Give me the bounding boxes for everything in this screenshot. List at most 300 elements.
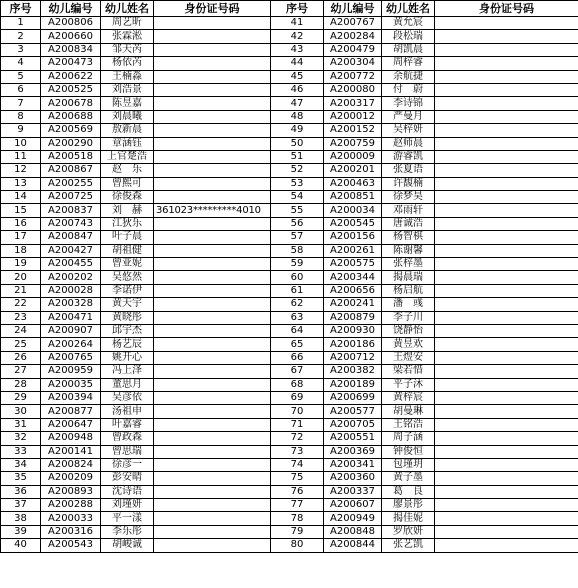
left-id-card-cell xyxy=(154,472,271,485)
right-seq-cell: 72 xyxy=(271,432,324,445)
right-seq-cell: 59 xyxy=(271,258,324,271)
right-id-card-cell xyxy=(435,378,578,391)
right-child-name-cell: 李诗锦 xyxy=(382,97,435,110)
right-child-name-cell: 廖景彤 xyxy=(382,499,435,512)
right-seq-cell: 70 xyxy=(271,405,324,418)
left-child-id-cell: A200806 xyxy=(41,17,101,30)
left-id-card-cell xyxy=(154,124,271,137)
right-id-card-cell xyxy=(435,311,578,324)
table-row xyxy=(1,231,578,244)
left-id-card-cell xyxy=(154,458,271,471)
right-child-id-cell: A200189 xyxy=(324,378,382,391)
left-child-id-cell: A200569 xyxy=(41,124,101,137)
left-child-id-cell: A200837 xyxy=(41,204,101,217)
left-child-name-cell: 胡祖健 xyxy=(101,244,154,257)
right-id-card-cell xyxy=(435,432,578,445)
left-seq-cell: 17 xyxy=(1,231,41,244)
right-id-card-cell xyxy=(435,70,578,83)
right-child-name-cell: 饶静怡 xyxy=(382,324,435,337)
left-id-card-cell xyxy=(154,137,271,150)
table-row xyxy=(1,418,578,431)
right-seq-cell: 52 xyxy=(271,164,324,177)
right-child-id-cell: A200344 xyxy=(324,271,382,284)
left-seq-cell: 4 xyxy=(1,57,41,70)
right-id-card-cell xyxy=(435,244,578,257)
left-id-card-cell xyxy=(154,231,271,244)
left-child-name-cell: 刘晨曦 xyxy=(101,110,154,123)
left-child-name-cell: 刘 赫 xyxy=(101,204,154,217)
table-row xyxy=(1,30,578,43)
right-child-name-cell: 王煜安 xyxy=(382,351,435,364)
right-seq-cell: 68 xyxy=(271,378,324,391)
right-child-name-cell: 张梓墨 xyxy=(382,258,435,271)
left-id-card-cell xyxy=(154,150,271,163)
left-child-name-cell: 叶子晨 xyxy=(101,231,154,244)
right-child-id-cell: A200607 xyxy=(324,499,382,512)
left-child-id-cell: A200834 xyxy=(41,43,101,56)
right-seq-cell: 49 xyxy=(271,124,324,137)
left-child-name-cell: 黄天宇 xyxy=(101,298,154,311)
left-id-card-cell xyxy=(154,30,271,43)
header-row xyxy=(1,1,578,17)
left-child-name-cell: 杨依芮 xyxy=(101,57,154,70)
right-id-card-cell xyxy=(435,43,578,56)
right-seq-cell: 54 xyxy=(271,191,324,204)
right-id-card-cell xyxy=(435,458,578,471)
table-row xyxy=(1,525,578,538)
left-seq-cell: 13 xyxy=(1,177,41,190)
right-id-card-cell xyxy=(435,124,578,137)
left-seq-cell: 32 xyxy=(1,432,41,445)
left-id-card-cell xyxy=(154,271,271,284)
right-child-id-cell: A200382 xyxy=(324,365,382,378)
left-child-name-cell: 赵 乐 xyxy=(101,164,154,177)
right-child-name-cell: 陈谢馨 xyxy=(382,244,435,257)
table-row xyxy=(1,284,578,297)
right-child-id-cell: A200879 xyxy=(324,311,382,324)
right-id-card-cell xyxy=(435,324,578,337)
right-seq-cell: 74 xyxy=(271,458,324,471)
left-id-card-cell xyxy=(154,258,271,271)
table-row xyxy=(1,83,578,96)
left-id-card-cell xyxy=(154,324,271,337)
left-child-id-cell: A200202 xyxy=(41,271,101,284)
left-seq-cell: 20 xyxy=(1,271,41,284)
table-row xyxy=(1,164,578,177)
right-id-card-cell xyxy=(435,164,578,177)
left-seq-cell: 12 xyxy=(1,164,41,177)
right-id-card-cell xyxy=(435,351,578,364)
left-child-name-cell: 李诺伊 xyxy=(101,284,154,297)
left-seq-cell: 16 xyxy=(1,217,41,230)
left-child-name-cell: 张霖淞 xyxy=(101,30,154,43)
table-row xyxy=(1,378,578,391)
right-id-card-cell xyxy=(435,391,578,404)
left-seq-cell: 39 xyxy=(1,525,41,538)
left-child-name-cell: 曾政森 xyxy=(101,432,154,445)
right-id-card-cell xyxy=(435,418,578,431)
right-id-card-cell xyxy=(435,445,578,458)
left-child-id-cell: A200328 xyxy=(41,298,101,311)
right-seq-cell: 53 xyxy=(271,177,324,190)
left-child-name-cell: 周艺昕 xyxy=(101,17,154,30)
right-child-name-cell: 付 蔚 xyxy=(382,83,435,96)
right-child-id-cell: A200551 xyxy=(324,432,382,445)
left-seq-cell: 7 xyxy=(1,97,41,110)
right-child-id-cell: A200699 xyxy=(324,391,382,404)
right-child-id-cell: A200772 xyxy=(324,70,382,83)
right-child-id-cell: A200369 xyxy=(324,445,382,458)
table-row xyxy=(1,57,578,70)
right-child-name-cell: 张艺凯 xyxy=(382,539,435,552)
right-child-id-cell: A200759 xyxy=(324,137,382,150)
table-row xyxy=(1,445,578,458)
right-child-name-cell: 李子川 xyxy=(382,311,435,324)
right-child-name-cell: 周子涵 xyxy=(382,432,435,445)
left-child-id-cell: A200824 xyxy=(41,458,101,471)
left-seq-cell: 24 xyxy=(1,324,41,337)
left-seq-cell: 29 xyxy=(1,391,41,404)
left-seq-cell: 3 xyxy=(1,43,41,56)
left-child-name-cell: 邱宇杰 xyxy=(101,324,154,337)
right-seq-cell: 79 xyxy=(271,525,324,538)
right-child-id-cell: A200317 xyxy=(324,97,382,110)
right-id-card-cell xyxy=(435,191,578,204)
left-id-card-cell xyxy=(154,351,271,364)
right-id-card-cell xyxy=(435,30,578,43)
table-row xyxy=(1,512,578,525)
right-seq-cell: 69 xyxy=(271,391,324,404)
table-row xyxy=(1,244,578,257)
table-row xyxy=(1,351,578,364)
right-child-id-cell: A200577 xyxy=(324,405,382,418)
right-seq-cell: 48 xyxy=(271,110,324,123)
right-child-name-cell: 钟俊恒 xyxy=(382,445,435,458)
header-idcard-right: 身份证号码 xyxy=(435,1,578,17)
left-child-id-cell: A200288 xyxy=(41,499,101,512)
right-child-id-cell: A200844 xyxy=(324,539,382,552)
left-id-card-cell xyxy=(154,499,271,512)
right-seq-cell: 65 xyxy=(271,338,324,351)
right-seq-cell: 62 xyxy=(271,298,324,311)
left-child-id-cell: A200847 xyxy=(41,231,101,244)
left-child-name-cell: 杨艺辰 xyxy=(101,338,154,351)
right-id-card-cell xyxy=(435,512,578,525)
right-child-name-cell: 黄子墨 xyxy=(382,472,435,485)
left-child-id-cell: A200316 xyxy=(41,525,101,538)
left-id-card-cell xyxy=(154,83,271,96)
right-seq-cell: 64 xyxy=(271,324,324,337)
left-id-card-cell: 361023*********4010 xyxy=(154,204,271,217)
left-child-name-cell: 上官楚浩 xyxy=(101,150,154,163)
left-id-card-cell xyxy=(154,43,271,56)
right-child-name-cell: 梁若惜 xyxy=(382,365,435,378)
left-child-name-cell: 陈昱嘉 xyxy=(101,97,154,110)
left-child-name-cell: 章涵钰 xyxy=(101,137,154,150)
left-child-id-cell: A200394 xyxy=(41,391,101,404)
right-child-name-cell: 包瑾玥 xyxy=(382,458,435,471)
left-id-card-cell xyxy=(154,418,271,431)
right-id-card-cell xyxy=(435,539,578,552)
header-id-right: 幼儿编号 xyxy=(324,1,382,17)
right-seq-cell: 61 xyxy=(271,284,324,297)
right-child-name-cell: 游睿凯 xyxy=(382,150,435,163)
right-child-id-cell: A200930 xyxy=(324,324,382,337)
left-child-id-cell: A200743 xyxy=(41,217,101,230)
left-child-id-cell: A200678 xyxy=(41,97,101,110)
left-child-name-cell: 冯上泽 xyxy=(101,365,154,378)
right-child-id-cell: A200705 xyxy=(324,418,382,431)
right-id-card-cell xyxy=(435,150,578,163)
right-child-id-cell: A200156 xyxy=(324,231,382,244)
right-seq-cell: 57 xyxy=(271,231,324,244)
right-child-id-cell: A200341 xyxy=(324,458,382,471)
right-id-card-cell xyxy=(435,298,578,311)
left-child-id-cell: A200455 xyxy=(41,258,101,271)
right-child-name-cell: 葛 良 xyxy=(382,485,435,498)
left-child-id-cell: A200141 xyxy=(41,445,101,458)
right-child-name-cell: 胡曼琳 xyxy=(382,405,435,418)
right-id-card-cell xyxy=(435,177,578,190)
right-id-card-cell xyxy=(435,472,578,485)
left-child-name-cell: 敖新晨 xyxy=(101,124,154,137)
left-seq-cell: 15 xyxy=(1,204,41,217)
table-row xyxy=(1,124,578,137)
left-child-id-cell: A200525 xyxy=(41,83,101,96)
left-id-card-cell xyxy=(154,191,271,204)
right-child-id-cell: A200767 xyxy=(324,17,382,30)
right-seq-cell: 77 xyxy=(271,499,324,512)
left-child-name-cell: 汤祖申 xyxy=(101,405,154,418)
table-row xyxy=(1,324,578,337)
left-child-name-cell: 平一漾 xyxy=(101,512,154,525)
right-id-card-cell xyxy=(435,110,578,123)
table-row xyxy=(1,311,578,324)
table-row xyxy=(1,110,578,123)
left-child-id-cell: A200033 xyxy=(41,512,101,525)
table-row xyxy=(1,391,578,404)
left-seq-cell: 36 xyxy=(1,485,41,498)
right-child-id-cell: A200034 xyxy=(324,204,382,217)
left-child-id-cell: A200028 xyxy=(41,284,101,297)
left-child-id-cell: A200867 xyxy=(41,164,101,177)
left-seq-cell: 38 xyxy=(1,512,41,525)
table-row xyxy=(1,405,578,418)
right-child-id-cell: A200712 xyxy=(324,351,382,364)
left-seq-cell: 18 xyxy=(1,244,41,257)
right-child-id-cell: A200479 xyxy=(324,43,382,56)
left-child-id-cell: A200765 xyxy=(41,351,101,364)
right-child-id-cell: A200241 xyxy=(324,298,382,311)
left-id-card-cell xyxy=(154,485,271,498)
right-child-id-cell: A200463 xyxy=(324,177,382,190)
left-child-name-cell: 彭安晴 xyxy=(101,472,154,485)
left-id-card-cell xyxy=(154,525,271,538)
left-id-card-cell xyxy=(154,445,271,458)
right-child-id-cell: A200575 xyxy=(324,258,382,271)
left-child-id-cell: A200264 xyxy=(41,338,101,351)
right-child-id-cell: A200261 xyxy=(324,244,382,257)
left-child-id-cell: A200647 xyxy=(41,418,101,431)
right-seq-cell: 51 xyxy=(271,150,324,163)
right-id-card-cell xyxy=(435,284,578,297)
left-child-name-cell: 江狄乐 xyxy=(101,217,154,230)
left-child-name-cell: 叶嘉睿 xyxy=(101,418,154,431)
right-id-card-cell xyxy=(435,258,578,271)
left-child-id-cell: A200427 xyxy=(41,244,101,257)
right-child-name-cell: 杨智棋 xyxy=(382,231,435,244)
left-seq-cell: 34 xyxy=(1,458,41,471)
left-id-card-cell xyxy=(154,311,271,324)
left-child-id-cell: A200948 xyxy=(41,432,101,445)
table-row xyxy=(1,365,578,378)
right-seq-cell: 67 xyxy=(271,365,324,378)
right-seq-cell: 47 xyxy=(271,97,324,110)
left-seq-cell: 10 xyxy=(1,137,41,150)
left-id-card-cell xyxy=(154,365,271,378)
right-id-card-cell xyxy=(435,338,578,351)
left-id-card-cell xyxy=(154,512,271,525)
table-row xyxy=(1,217,578,230)
left-seq-cell: 28 xyxy=(1,378,41,391)
left-child-name-cell: 王楠淼 xyxy=(101,70,154,83)
right-child-name-cell: 唐诚浩 xyxy=(382,217,435,230)
right-child-name-cell: 段松瑞 xyxy=(382,30,435,43)
left-seq-cell: 27 xyxy=(1,365,41,378)
right-seq-cell: 58 xyxy=(271,244,324,257)
left-id-card-cell xyxy=(154,284,271,297)
left-child-id-cell: A200473 xyxy=(41,57,101,70)
table-row xyxy=(1,191,578,204)
left-child-name-cell: 邹天芮 xyxy=(101,43,154,56)
table-row xyxy=(1,338,578,351)
table-row xyxy=(1,204,578,217)
right-child-name-cell: 许馥楠 xyxy=(382,177,435,190)
left-seq-cell: 14 xyxy=(1,191,41,204)
right-child-name-cell: 邓雨轩 xyxy=(382,204,435,217)
right-seq-cell: 71 xyxy=(271,418,324,431)
right-id-card-cell xyxy=(435,405,578,418)
right-seq-cell: 76 xyxy=(271,485,324,498)
right-id-card-cell xyxy=(435,231,578,244)
right-child-id-cell: A200304 xyxy=(324,57,382,70)
left-child-id-cell: A200471 xyxy=(41,311,101,324)
left-id-card-cell xyxy=(154,298,271,311)
right-child-name-cell: 揭佳妮 xyxy=(382,512,435,525)
table-row xyxy=(1,458,578,471)
right-id-card-cell xyxy=(435,485,578,498)
table-row xyxy=(1,177,578,190)
left-seq-cell: 21 xyxy=(1,284,41,297)
right-seq-cell: 41 xyxy=(271,17,324,30)
left-id-card-cell xyxy=(154,405,271,418)
right-child-name-cell: 徐梦昊 xyxy=(382,191,435,204)
table-row xyxy=(1,70,578,83)
left-child-id-cell: A200035 xyxy=(41,378,101,391)
left-child-name-cell: 董思月 xyxy=(101,378,154,391)
right-child-name-cell: 周梓睿 xyxy=(382,57,435,70)
right-id-card-cell xyxy=(435,217,578,230)
right-seq-cell: 56 xyxy=(271,217,324,230)
left-seq-cell: 37 xyxy=(1,499,41,512)
table-row xyxy=(1,150,578,163)
left-child-id-cell: A200959 xyxy=(41,365,101,378)
left-child-name-cell: 吴悠然 xyxy=(101,271,154,284)
left-child-name-cell: 姚开心 xyxy=(101,351,154,364)
right-seq-cell: 46 xyxy=(271,83,324,96)
right-seq-cell: 63 xyxy=(271,311,324,324)
right-child-id-cell: A200186 xyxy=(324,338,382,351)
header-seq-right: 序号 xyxy=(271,1,324,17)
left-id-card-cell xyxy=(154,539,271,552)
left-child-id-cell: A200688 xyxy=(41,110,101,123)
left-seq-cell: 6 xyxy=(1,83,41,96)
left-seq-cell: 5 xyxy=(1,70,41,83)
right-child-name-cell: 余航捷 xyxy=(382,70,435,83)
right-child-name-cell: 胡凯晨 xyxy=(382,43,435,56)
right-seq-cell: 80 xyxy=(271,539,324,552)
left-child-id-cell: A200877 xyxy=(41,405,101,418)
right-child-id-cell: A200360 xyxy=(324,472,382,485)
left-id-card-cell xyxy=(154,391,271,404)
right-child-name-cell: 张夏语 xyxy=(382,164,435,177)
right-child-id-cell: A200545 xyxy=(324,217,382,230)
table-row xyxy=(1,298,578,311)
right-child-id-cell: A200284 xyxy=(324,30,382,43)
right-child-id-cell: A200009 xyxy=(324,150,382,163)
left-child-name-cell: 曾熙可 xyxy=(101,177,154,190)
header-name-right: 幼儿姓名 xyxy=(382,1,435,17)
left-id-card-cell xyxy=(154,378,271,391)
right-child-id-cell: A200851 xyxy=(324,191,382,204)
right-child-id-cell: A200949 xyxy=(324,512,382,525)
left-seq-cell: 11 xyxy=(1,150,41,163)
left-id-card-cell xyxy=(154,70,271,83)
left-child-id-cell: A200290 xyxy=(41,137,101,150)
left-seq-cell: 35 xyxy=(1,472,41,485)
left-id-card-cell xyxy=(154,217,271,230)
left-seq-cell: 25 xyxy=(1,338,41,351)
header-id-left: 幼儿编号 xyxy=(41,1,101,17)
right-seq-cell: 42 xyxy=(271,30,324,43)
right-seq-cell: 55 xyxy=(271,204,324,217)
left-seq-cell: 23 xyxy=(1,311,41,324)
right-child-name-cell: 黄梓宸 xyxy=(382,391,435,404)
left-child-name-cell: 曾亚妮 xyxy=(101,258,154,271)
left-child-id-cell: A200209 xyxy=(41,472,101,485)
table-row xyxy=(1,539,578,552)
right-id-card-cell xyxy=(435,97,578,110)
right-id-card-cell xyxy=(435,525,578,538)
left-child-id-cell: A200518 xyxy=(41,150,101,163)
right-id-card-cell xyxy=(435,137,578,150)
left-child-name-cell: 吴彦依 xyxy=(101,391,154,404)
left-seq-cell: 31 xyxy=(1,418,41,431)
left-child-name-cell: 刘瑾妍 xyxy=(101,499,154,512)
right-child-name-cell: 揭晨瑞 xyxy=(382,271,435,284)
left-child-id-cell: A200255 xyxy=(41,177,101,190)
left-seq-cell: 33 xyxy=(1,445,41,458)
left-child-id-cell: A200660 xyxy=(41,30,101,43)
right-child-name-cell: 吴梓妍 xyxy=(382,124,435,137)
right-seq-cell: 73 xyxy=(271,445,324,458)
right-seq-cell: 50 xyxy=(271,137,324,150)
right-child-id-cell: A200656 xyxy=(324,284,382,297)
table-row xyxy=(1,258,578,271)
right-id-card-cell xyxy=(435,365,578,378)
right-child-name-cell: 严曼月 xyxy=(382,110,435,123)
right-id-card-cell xyxy=(435,83,578,96)
